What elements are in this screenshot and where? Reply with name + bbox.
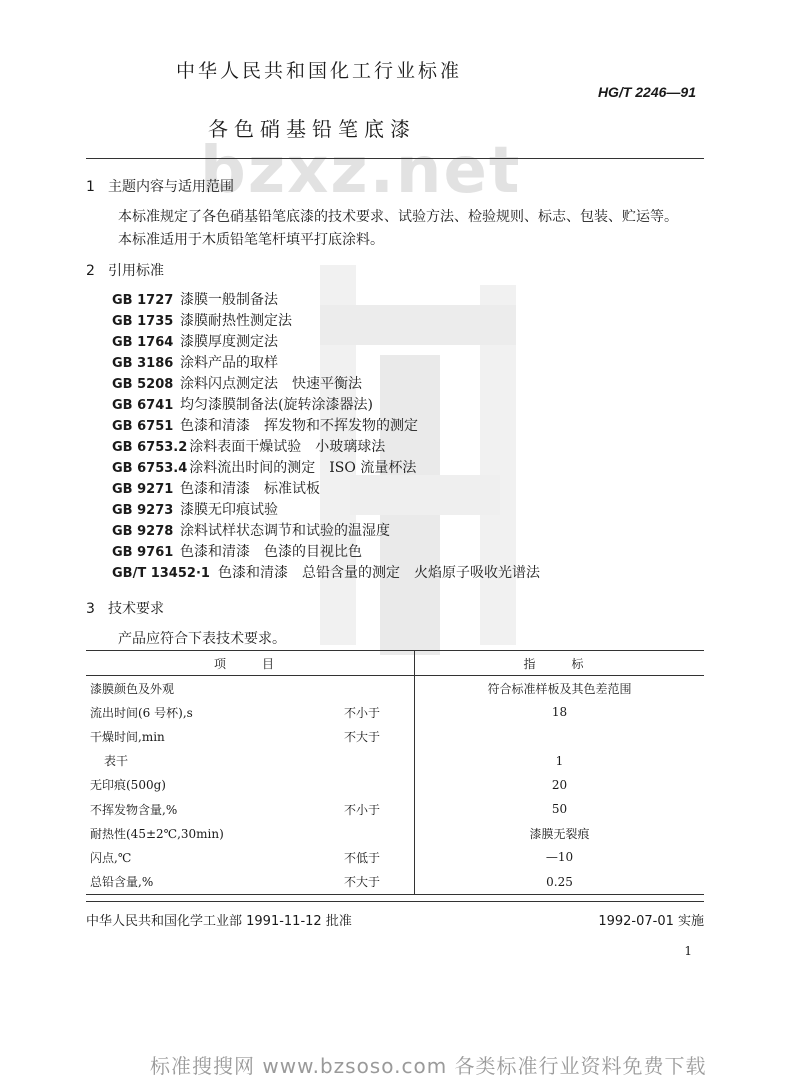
table-header-value: 指 标 — [415, 651, 705, 676]
document-title: 各色硝基铅笔底漆 — [208, 117, 416, 141]
row-item: 不挥发物含量,% — [90, 802, 178, 817]
reference-code: GB 6751 — [112, 419, 174, 434]
reference-item — [112, 458, 540, 479]
row-condition — [344, 749, 415, 773]
reference-code: GB 1764 — [112, 335, 174, 350]
row-item: 流出时间(6 号杯),s — [90, 705, 193, 720]
reference-name: 色漆和清漆 色漆的目视比色 — [180, 544, 362, 560]
reference-code: GB 6741 — [112, 398, 174, 413]
row-condition — [344, 773, 415, 797]
row-condition: 不大于 — [344, 870, 415, 895]
reference-item — [112, 521, 540, 542]
reference-code: GB 6753.4 — [112, 461, 188, 476]
reference-name: 色漆和清漆 挥发物和不挥发物的测定 — [180, 418, 418, 434]
row-value: —10 — [415, 845, 705, 869]
row-value: 漆膜无裂痕 — [415, 821, 705, 845]
watermark-text: bzxz.net — [200, 134, 522, 208]
implementation-date: 1992-07-01 实施 — [598, 914, 704, 929]
row-item: 耐热性(45±2℃,30min) — [90, 826, 224, 841]
row-item: 干燥时间,min — [90, 729, 165, 744]
reference-code: GB 1735 — [112, 314, 174, 329]
reference-item — [112, 353, 540, 374]
section-1-paragraph: 本标准适用于木质铅笔笔杆填平打底涂料。 — [118, 232, 384, 248]
row-condition: 不小于 — [344, 705, 381, 720]
section-1-paragraph: 本标准规定了各色硝基铅笔底漆的技术要求、试验方法、检验规则、标志、包装、贮运等。 — [118, 209, 678, 225]
reference-name: 漆膜厚度测定法 — [180, 334, 278, 350]
row-item: 漆膜颜色及外观 — [90, 681, 175, 696]
table-row — [86, 676, 704, 701]
title-divider — [86, 158, 704, 159]
row-condition: 不大于 — [344, 729, 381, 744]
reference-item — [112, 542, 540, 563]
reference-name: 涂料产品的取样 — [180, 355, 278, 371]
reference-code: GB 9273 — [112, 503, 174, 518]
section-title: 引用标准 — [108, 263, 164, 279]
reference-item — [112, 395, 540, 416]
reference-code: GB 1727 — [112, 293, 174, 308]
standard-number: HG/T 2246—91 — [597, 84, 696, 100]
row-item: 无印痕(500g) — [90, 778, 166, 793]
reference-code: GB/T 13452·1 — [112, 566, 210, 581]
reference-item — [112, 563, 540, 584]
table-row — [86, 773, 704, 797]
organization-title: 中华人民共和国化工行业标准 — [176, 60, 463, 82]
table-row — [86, 870, 704, 895]
row-condition — [344, 821, 415, 845]
page-number: 1 — [684, 944, 692, 958]
row-condition: 不低于 — [344, 850, 381, 865]
reference-name: 涂料闪点测定法 快速平衡法 — [180, 376, 362, 392]
approval-line: 中华人民共和国化学工业部 1991-11-12 批准 — [86, 914, 352, 929]
reference-item — [112, 374, 540, 395]
section-3-heading — [86, 598, 164, 618]
reference-name: 涂料流出时间的测定 ISO 流量杯法 — [189, 460, 417, 476]
reference-name: 涂料试样状态调节和试验的温湿度 — [180, 523, 390, 539]
reference-item — [112, 479, 540, 500]
section-2-heading — [86, 260, 164, 280]
row-value: 18 — [415, 700, 705, 724]
reference-name: 漆膜耐热性测定法 — [180, 313, 292, 329]
table-row — [86, 821, 704, 845]
row-item: 闪点,℃ — [90, 850, 132, 865]
reference-name: 色漆和清漆 标准试板 — [180, 481, 320, 497]
row-value: 20 — [415, 773, 705, 797]
footer-divider — [86, 901, 704, 902]
reference-code: GB 9761 — [112, 545, 174, 560]
row-value: 1 — [415, 749, 705, 773]
section-title: 技术要求 — [108, 601, 164, 617]
table-row — [86, 797, 704, 821]
technical-requirements-table — [86, 650, 704, 895]
reference-name: 漆膜无印痕试验 — [180, 502, 278, 518]
row-item: 表干 — [104, 754, 129, 769]
reference-item — [112, 332, 540, 353]
section-number: 1 — [86, 179, 95, 195]
reference-list — [112, 290, 540, 584]
section-title: 主题内容与适用范围 — [108, 179, 234, 195]
reference-code: GB 9271 — [112, 482, 174, 497]
row-value: 符合标准样板及其色差范围 — [415, 676, 705, 701]
reference-item — [112, 416, 540, 437]
row-condition: 不小于 — [344, 802, 381, 817]
row-item: 总铅含量,% — [86, 870, 344, 895]
site-banner: 标准搜搜网 www.bzsoso.com 各类标准行业资料免费下载 — [150, 1054, 707, 1078]
reference-code: GB 5208 — [112, 377, 174, 392]
row-value: 50 — [415, 797, 705, 821]
reference-item — [112, 311, 540, 332]
table-row — [86, 724, 704, 748]
reference-code: GB 3186 — [112, 356, 174, 371]
reference-code: GB 6753.2 — [112, 440, 188, 455]
reference-item — [112, 437, 540, 458]
section-number: 3 — [86, 601, 95, 617]
reference-name: 漆膜一般制备法 — [180, 292, 278, 308]
row-value: 0.25 — [415, 870, 705, 895]
section-1-heading — [86, 176, 234, 196]
reference-code: GB 9278 — [112, 524, 174, 539]
table-row — [86, 700, 704, 724]
table-header-row — [86, 651, 704, 676]
row-condition — [344, 676, 415, 701]
table-header-item: 项 目 — [86, 651, 415, 676]
reference-item — [112, 290, 540, 311]
section-3-intro: 产品应符合下表技术要求。 — [118, 631, 286, 647]
reference-name: 涂料表面干燥试验 小玻璃球法 — [189, 439, 386, 455]
reference-item — [112, 500, 540, 521]
table-row — [86, 845, 704, 869]
reference-name: 色漆和清漆 总铅含量的测定 火焰原子吸收光谱法 — [218, 565, 540, 581]
table-row — [86, 749, 704, 773]
section-number: 2 — [86, 263, 95, 279]
row-value — [415, 724, 705, 748]
reference-name: 均匀漆膜制备法(旋转涂漆器法) — [180, 397, 373, 413]
